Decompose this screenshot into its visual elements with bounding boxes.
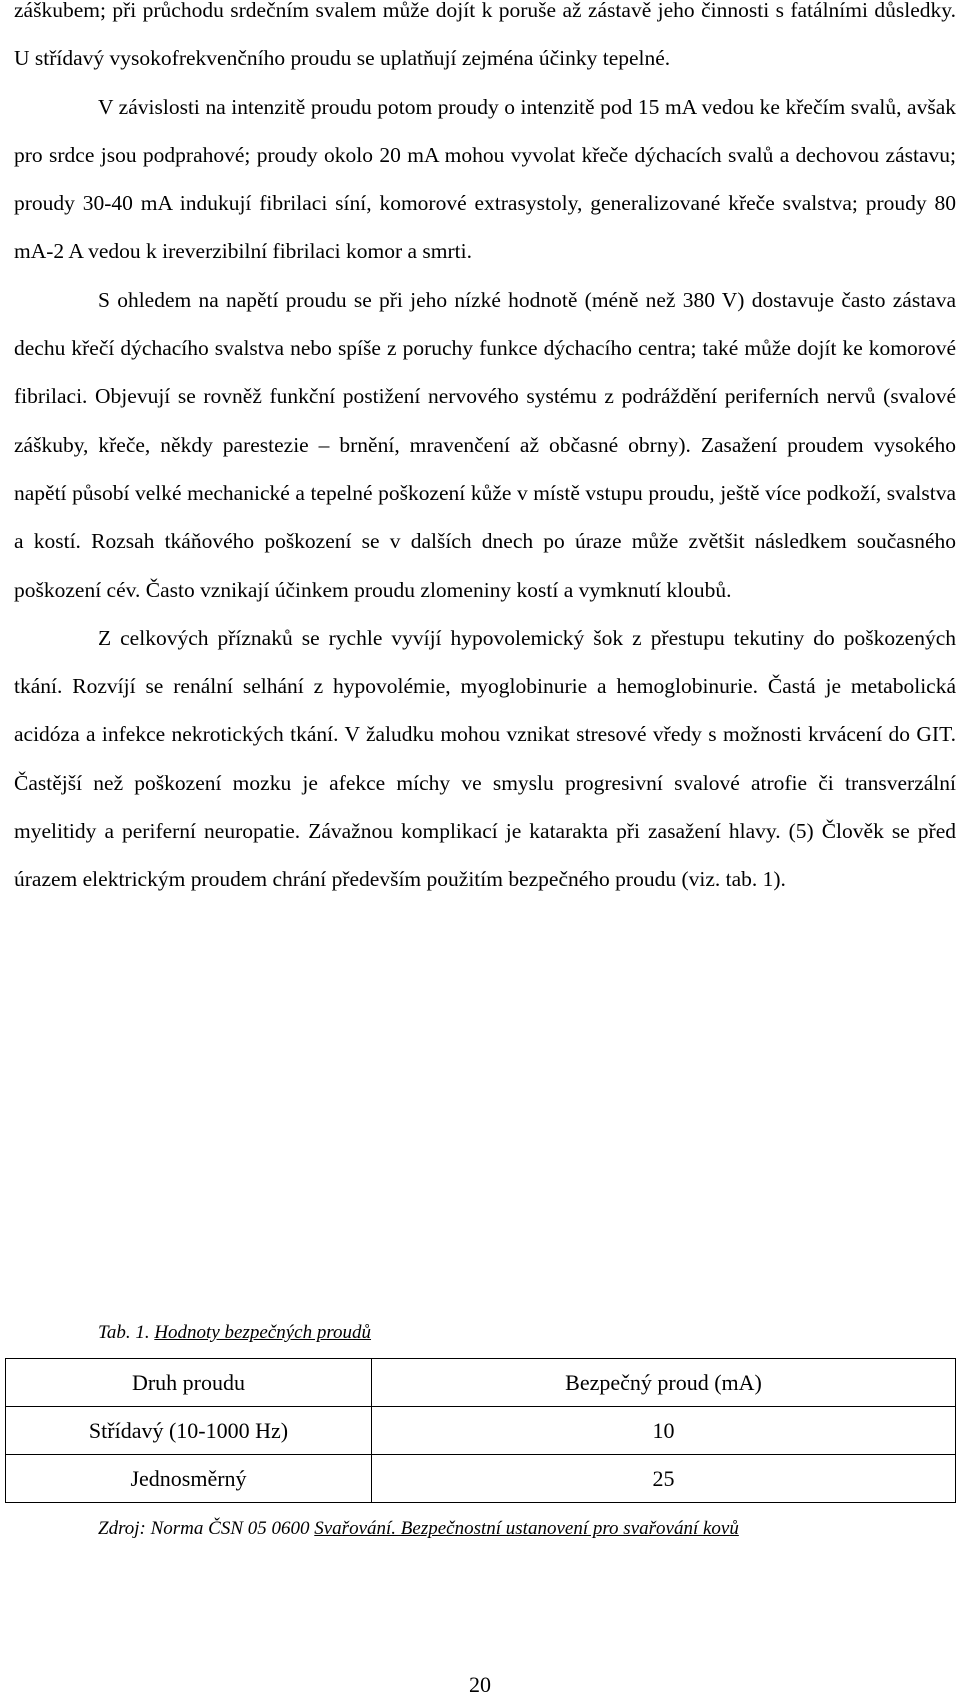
page-number: 20	[469, 1672, 491, 1697]
paragraph-systemic-symptoms: Z celkových příznaků se rychle vyvíjí hypovolemický šok z přestupu tekutiny do poškozených tkání. Rozvíjí se renální selhání z hypovolémie, myoglobinurie a hemoglobinurie. Častá je metabolická acidóza a infekce nekrotických tkání. V žaludku mohou vznikat stresové vředy s možnosti krvácení do GIT. Častější než poškození mozku je afekce míchy ve smyslu progresivní svalové atrofie či transverzální myelitidy a periferní neuropatie. Závažnou komplikací je katarakta při zasažení hlavy. (5) Člověk se před úrazem elektrickým proudem chrání především použitím bezpečného proudu (viz. tab. 1).	[14, 625, 956, 892]
paragraph-current-intensity: V závislosti na intenzitě proudu potom proudy o intenzitě pod 15 mA vedou ke křečím svalů, avšak pro srdce jsou podprahové; proudy okolo 20 mA mohou vyvolat křeče dýchacích svalů a dechovou zástavu; proudy 30-40 mA indukují fibrilaci síní, komorové extrasystoly, generalizované křeče svalstva; proudy 80 mA-2 A vedou k ireverzibilní fibrilaci komor a smrti.	[14, 94, 956, 264]
table-cell: 10	[372, 1407, 956, 1455]
paragraph-continued: záškubem; při průchodu srdečním svalem může dojít k poruše až zástavě jeho činnosti s fatálními důsledky. U střídavý vysokofrekvenčního proudu se uplatňují zejména účinky tepelné.	[14, 0, 956, 71]
table-cell: 25	[372, 1455, 956, 1503]
table-header-row	[6, 1359, 956, 1407]
paragraph-voltage-effects: S ohledem na napětí proudu se při jeho nízké hodnotě (méně než 380 V) dostavuje často zástava dechu křečí dýchacího svalstva nebo spíše z poruchy funkce dýchacího centra; také může dojít ke komorové fibrilaci. Objevují se rovněž funkční postižení nervového systému z podráždění periferních nervů (svalové záškuby, křeče, někdy parestezie – brnění, mravenčení až občasné obrny). Zasažení proudem vysokého napětí působí velké mechanické a tepelné poškození kůže v místě vstupu proudu, ještě více podkoží, svalstva a kostí. Rozsah tkáňového poškození se v dalších dnech po úraze může zvětšit následkem současného poškození cév. Často vznikají účinkem proudu zlomeniny kostí a vymknutí kloubů.	[14, 287, 956, 602]
table-caption	[98, 1320, 371, 1346]
table-row	[6, 1407, 956, 1455]
body-text	[14, 0, 956, 904]
safe-current-table	[5, 1358, 956, 1503]
table-source	[98, 1516, 739, 1542]
table-row	[6, 1455, 956, 1503]
table-header-cell: Bezpečný proud (mA)	[372, 1359, 956, 1407]
table-header-cell: Druh proudu	[6, 1359, 372, 1407]
table-caption-label: Tab. 1.	[98, 1322, 150, 1343]
table-cell: Střídavý (10-1000 Hz)	[6, 1407, 372, 1455]
table-caption-title: Hodnoty bezpečných proudů	[154, 1322, 372, 1343]
table-source-prefix: Zdroj: Norma ČSN 05 0600	[98, 1518, 310, 1539]
table-cell: Jednosměrný	[6, 1455, 372, 1503]
table-source-title: Svařování. Bezpečnostní ustanovení pro svařování kovů	[314, 1518, 739, 1539]
